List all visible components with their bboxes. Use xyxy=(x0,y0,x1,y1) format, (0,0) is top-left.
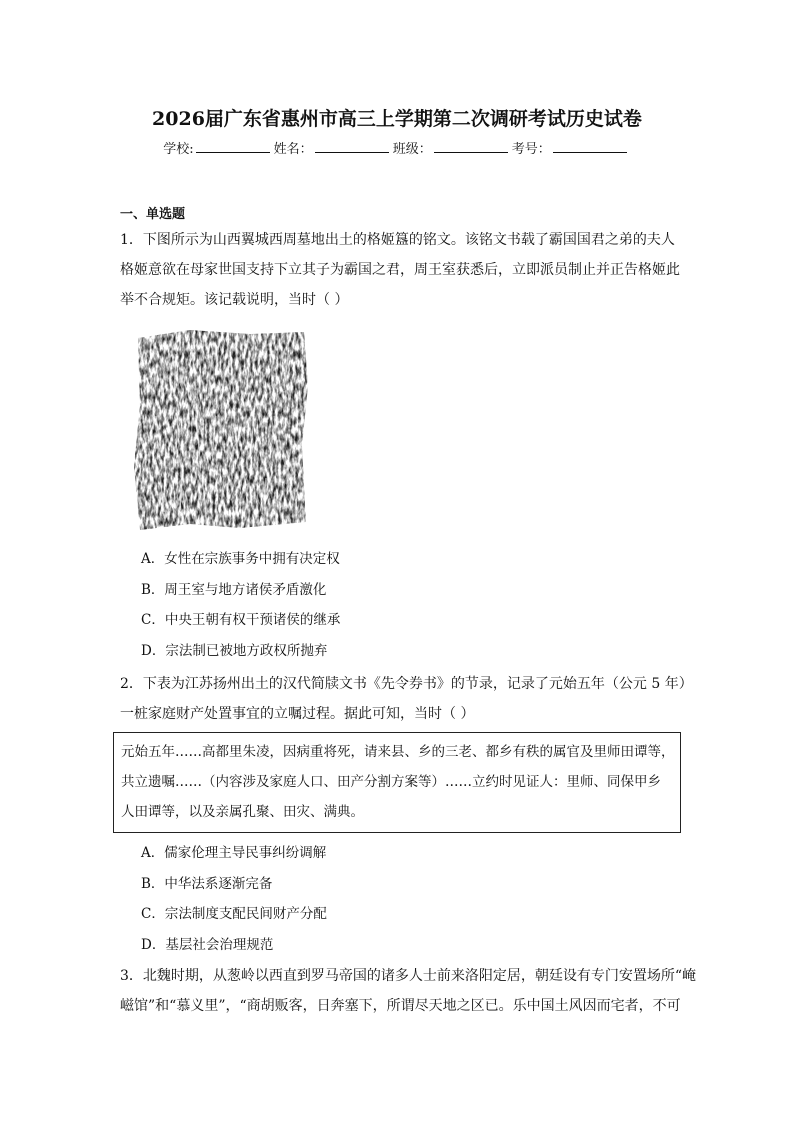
question-1-line: 举不合规矩。该记载说明，当时（ ） xyxy=(120,292,349,308)
question-3-line: 嵫馆”和“慕义里”，“商胡贩客，日奔塞下，所谓尽天地之区已。乐中国土风因而宅者，不可 xyxy=(120,998,681,1014)
option-b[interactable]: B．周王室与地方诸侯矛盾激化 xyxy=(141,581,327,598)
option-b[interactable]: B．中华法系逐渐完备 xyxy=(141,875,273,892)
excerpt-line: 元始五年……高都里朱凌，因病重将死，请来县、乡的三老、都乡有秩的属官及里师田谭等， xyxy=(121,744,675,760)
school-blank xyxy=(196,138,270,153)
section-heading: 一、单选题 xyxy=(120,207,186,222)
question-2-line: 2．下表为江苏扬州出土的汉代简牍文书《先令券书》的节录，记录了元始五年（公元 5 年） xyxy=(120,676,693,692)
source-excerpt-box xyxy=(113,732,681,833)
question-3-stem xyxy=(120,961,697,1021)
option-d[interactable]: D．宗法制已被地方政权所抛弃 xyxy=(141,642,328,659)
exam-number-label: 考号： xyxy=(511,142,551,157)
excerpt-line: 人田谭等，以及亲属孔聚、田灾、满典。 xyxy=(121,804,364,820)
name-blank xyxy=(315,138,389,153)
student-info-row xyxy=(0,138,794,157)
question-2-options xyxy=(141,838,327,960)
question-3-line: 3．北魏时期，从葱岭以西直到罗马帝国的诸多人士前来洛阳定居，朝廷设有专门安置场所“崦 xyxy=(120,968,697,984)
class-label: 班级： xyxy=(392,142,432,157)
excerpt-line: 共立遗嘱……（内容涉及家庭人口、田产分割方案等）……立约时见证人：里师、同保甲乡 xyxy=(121,774,661,790)
question-1-line: 格姬意欲在母家世国支持下立其子为霸国之君，周王室获悉后，立即派员制止并正告格姬此 xyxy=(120,262,680,278)
exam-number-blank xyxy=(553,138,627,153)
bronze-inscription-image xyxy=(130,326,310,532)
exam-title: 2026届广东省惠州市高三上学期第二次调研考试历史试卷 xyxy=(152,108,642,130)
question-1-options xyxy=(141,544,340,666)
option-c[interactable]: C．中央王朝有权干预诸侯的继承 xyxy=(141,612,341,628)
question-1-stem xyxy=(120,225,686,315)
question-1-line: 1．下图所示为山西翼城西周墓地出土的格姬簋的铭文。该铭文书载了霸国国君之弟的夫人 xyxy=(120,232,675,248)
school-label: 学校: xyxy=(163,142,194,157)
question-2-stem xyxy=(120,669,693,729)
name-label: 姓名： xyxy=(273,142,313,157)
option-c[interactable]: C．宗法制度支配民间财产分配 xyxy=(141,906,327,922)
class-blank xyxy=(434,138,508,153)
option-a[interactable]: A．女性在宗族事务中拥有决定权 xyxy=(141,551,340,567)
option-a[interactable]: A．儒家伦理主导民事纠纷调解 xyxy=(141,845,327,861)
question-2-line: 一桩家庭财产处置事宜的立嘱过程。据此可知，当时（ ） xyxy=(120,706,475,722)
option-d[interactable]: D．基层社会治理规范 xyxy=(141,936,274,953)
